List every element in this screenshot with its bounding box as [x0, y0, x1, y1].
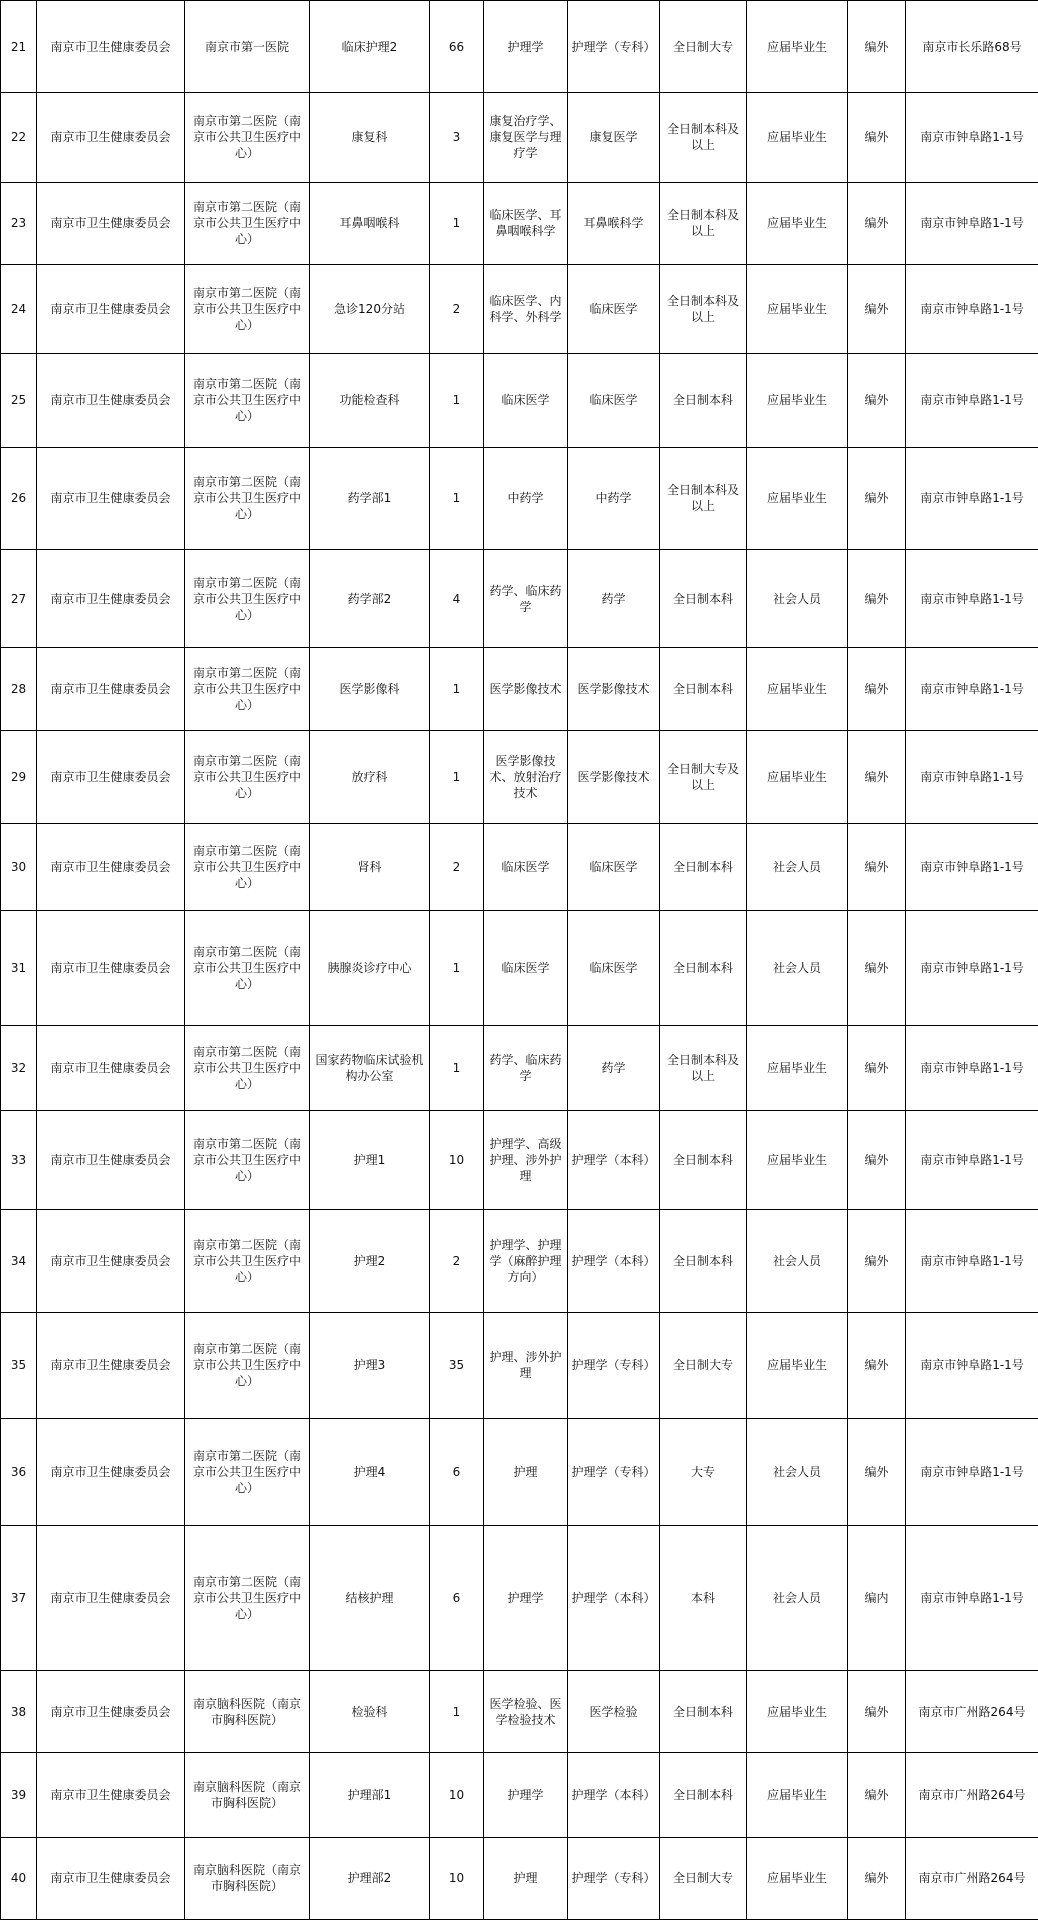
cell-unit: 南京市第二医院（南京市公共卫生医疗中心） [185, 93, 310, 182]
cell-establishment: 编外 [848, 1419, 906, 1526]
cell-address: 南京市钟阜路1-1号 [906, 1312, 1038, 1418]
cell-dept: 南京市卫生健康委员会 [37, 1419, 185, 1526]
cell-major: 临床医学 [484, 354, 568, 447]
cell-major-req: 中药学 [568, 447, 660, 549]
cell-dept: 南京市卫生健康委员会 [37, 1110, 185, 1209]
cell-major-req: 医学影像技术 [568, 648, 660, 730]
cell-major: 临床医学 [484, 823, 568, 910]
cell-major-req: 医学影像技术 [568, 730, 660, 823]
cell-unit: 南京脑科医院（南京市胸科医院） [185, 1837, 310, 1919]
cell-education: 全日制本科 [660, 648, 747, 730]
cell-target: 社会人员 [747, 823, 848, 910]
cell-establishment: 编外 [848, 1, 906, 93]
cell-major: 临床医学、内科学、外科学 [484, 264, 568, 353]
cell-no: 33 [1, 1110, 37, 1209]
cell-count: 4 [430, 549, 484, 647]
cell-position: 药学部2 [310, 549, 430, 647]
table-row [1, 1312, 1038, 1418]
cell-major: 护理 [484, 1419, 568, 1526]
cell-major: 护理学 [484, 1753, 568, 1837]
cell-address: 南京市广州路264号 [906, 1753, 1038, 1837]
cell-count: 6 [430, 1526, 484, 1671]
cell-no: 30 [1, 823, 37, 910]
cell-establishment: 编外 [848, 549, 906, 647]
cell-major-req: 药学 [568, 1025, 660, 1110]
table-row [1, 1753, 1038, 1837]
cell-establishment: 编外 [848, 823, 906, 910]
cell-major-req: 耳鼻喉科学 [568, 182, 660, 264]
cell-position: 耳鼻咽喉科 [310, 182, 430, 264]
cell-dept: 南京市卫生健康委员会 [37, 730, 185, 823]
cell-major: 护理学、高级护理、涉外护理 [484, 1110, 568, 1209]
cell-target: 应届毕业生 [747, 648, 848, 730]
cell-major-req: 临床医学 [568, 264, 660, 353]
cell-position: 护理4 [310, 1419, 430, 1526]
cell-no: 27 [1, 549, 37, 647]
cell-establishment: 编外 [848, 911, 906, 1025]
cell-unit: 南京市第二医院（南京市公共卫生医疗中心） [185, 264, 310, 353]
cell-dept: 南京市卫生健康委员会 [37, 1, 185, 93]
table-row [1, 264, 1038, 353]
cell-position: 结核护理 [310, 1526, 430, 1671]
cell-education: 全日制大专 [660, 1837, 747, 1919]
cell-major: 药学、临床药学 [484, 549, 568, 647]
table-row [1, 1670, 1038, 1752]
cell-address: 南京市长乐路68号 [906, 1, 1038, 93]
cell-no: 32 [1, 1025, 37, 1110]
cell-no: 29 [1, 730, 37, 823]
cell-target: 应届毕业生 [747, 447, 848, 549]
cell-no: 38 [1, 1670, 37, 1752]
cell-establishment: 编外 [848, 1670, 906, 1752]
cell-count: 1 [430, 648, 484, 730]
cell-address: 南京市钟阜路1-1号 [906, 354, 1038, 447]
cell-unit: 南京脑科医院（南京市胸科医院） [185, 1670, 310, 1752]
cell-education: 全日制本科 [660, 1753, 747, 1837]
cell-address: 南京市钟阜路1-1号 [906, 1526, 1038, 1671]
cell-education: 本科 [660, 1526, 747, 1671]
cell-count: 1 [430, 354, 484, 447]
cell-establishment: 编外 [848, 730, 906, 823]
cell-unit: 南京市第二医院（南京市公共卫生医疗中心） [185, 823, 310, 910]
cell-major-req: 护理学（专科） [568, 1, 660, 93]
table-row [1, 730, 1038, 823]
cell-establishment: 编外 [848, 264, 906, 353]
cell-target: 应届毕业生 [747, 1753, 848, 1837]
cell-establishment: 编外 [848, 447, 906, 549]
table-row [1, 447, 1038, 549]
cell-unit: 南京市第二医院（南京市公共卫生医疗中心） [185, 447, 310, 549]
cell-target: 社会人员 [747, 1210, 848, 1312]
cell-dept: 南京市卫生健康委员会 [37, 447, 185, 549]
cell-address: 南京市钟阜路1-1号 [906, 1025, 1038, 1110]
cell-count: 1 [430, 182, 484, 264]
cell-no: 37 [1, 1526, 37, 1671]
cell-major-req: 临床医学 [568, 354, 660, 447]
cell-count: 1 [430, 1025, 484, 1110]
cell-position: 药学部1 [310, 447, 430, 549]
cell-education: 全日制本科及以上 [660, 1025, 747, 1110]
table-row [1, 549, 1038, 647]
cell-target: 应届毕业生 [747, 1312, 848, 1418]
cell-no: 40 [1, 1837, 37, 1919]
table-row [1, 1025, 1038, 1110]
cell-unit: 南京市第二医院（南京市公共卫生医疗中心） [185, 911, 310, 1025]
cell-count: 66 [430, 1, 484, 93]
cell-position: 护理3 [310, 1312, 430, 1418]
cell-address: 南京市钟阜路1-1号 [906, 730, 1038, 823]
cell-dept: 南京市卫生健康委员会 [37, 1526, 185, 1671]
cell-position: 国家药物临床试验机构办公室 [310, 1025, 430, 1110]
cell-major-req: 临床医学 [568, 823, 660, 910]
cell-address: 南京市钟阜路1-1号 [906, 823, 1038, 910]
cell-education: 全日制本科及以上 [660, 264, 747, 353]
cell-count: 35 [430, 1312, 484, 1418]
cell-position: 护理1 [310, 1110, 430, 1209]
cell-education: 全日制本科 [660, 549, 747, 647]
table-row [1, 1419, 1038, 1526]
cell-no: 31 [1, 911, 37, 1025]
cell-major: 医学影像技术 [484, 648, 568, 730]
cell-unit: 南京市第二医院（南京市公共卫生医疗中心） [185, 1312, 310, 1418]
cell-target: 应届毕业生 [747, 354, 848, 447]
cell-establishment: 编外 [848, 1210, 906, 1312]
table-row [1, 93, 1038, 182]
table-row [1, 823, 1038, 910]
cell-count: 1 [430, 1670, 484, 1752]
cell-no: 23 [1, 182, 37, 264]
cell-education: 全日制本科及以上 [660, 93, 747, 182]
cell-major: 护理、涉外护理 [484, 1312, 568, 1418]
cell-major: 护理学 [484, 1, 568, 93]
cell-no: 21 [1, 1, 37, 93]
cell-education: 全日制本科及以上 [660, 182, 747, 264]
cell-major-req: 护理学（专科） [568, 1312, 660, 1418]
table-row [1, 1110, 1038, 1209]
cell-no: 25 [1, 354, 37, 447]
cell-address: 南京市钟阜路1-1号 [906, 447, 1038, 549]
cell-dept: 南京市卫生健康委员会 [37, 1670, 185, 1752]
cell-count: 2 [430, 264, 484, 353]
cell-major-req: 临床医学 [568, 911, 660, 1025]
cell-count: 2 [430, 1210, 484, 1312]
cell-address: 南京市钟阜路1-1号 [906, 648, 1038, 730]
table-row [1, 182, 1038, 264]
cell-no: 28 [1, 648, 37, 730]
cell-count: 1 [430, 730, 484, 823]
cell-establishment: 编外 [848, 1837, 906, 1919]
cell-education: 全日制大专及以上 [660, 730, 747, 823]
cell-position: 放疗科 [310, 730, 430, 823]
cell-target: 应届毕业生 [747, 1110, 848, 1209]
table-row [1, 1837, 1038, 1919]
cell-establishment: 编外 [848, 354, 906, 447]
cell-address: 南京市钟阜路1-1号 [906, 1110, 1038, 1209]
cell-address: 南京市钟阜路1-1号 [906, 1419, 1038, 1526]
cell-no: 24 [1, 264, 37, 353]
cell-count: 6 [430, 1419, 484, 1526]
cell-position: 护理部2 [310, 1837, 430, 1919]
cell-target: 应届毕业生 [747, 1670, 848, 1752]
cell-unit: 南京市第二医院（南京市公共卫生医疗中心） [185, 1526, 310, 1671]
cell-address: 南京市广州路264号 [906, 1670, 1038, 1752]
cell-count: 10 [430, 1110, 484, 1209]
cell-target: 应届毕业生 [747, 93, 848, 182]
cell-major: 护理 [484, 1837, 568, 1919]
cell-position: 护理2 [310, 1210, 430, 1312]
cell-unit: 南京脑科医院（南京市胸科医院） [185, 1753, 310, 1837]
cell-dept: 南京市卫生健康委员会 [37, 1025, 185, 1110]
table-body [1, 1, 1038, 1920]
cell-major: 护理学 [484, 1526, 568, 1671]
cell-target: 社会人员 [747, 549, 848, 647]
cell-address: 南京市钟阜路1-1号 [906, 911, 1038, 1025]
cell-major: 护理学、护理学（麻醉护理方向） [484, 1210, 568, 1312]
cell-establishment: 编外 [848, 1753, 906, 1837]
cell-no: 39 [1, 1753, 37, 1837]
cell-position: 检验科 [310, 1670, 430, 1752]
cell-position: 护理部1 [310, 1753, 430, 1837]
cell-unit: 南京市第二医院（南京市公共卫生医疗中心） [185, 730, 310, 823]
cell-major-req: 医学检验 [568, 1670, 660, 1752]
table-row [1, 911, 1038, 1025]
cell-dept: 南京市卫生健康委员会 [37, 549, 185, 647]
cell-count: 10 [430, 1753, 484, 1837]
cell-dept: 南京市卫生健康委员会 [37, 1837, 185, 1919]
cell-unit: 南京市第一医院 [185, 1, 310, 93]
cell-target: 应届毕业生 [747, 1837, 848, 1919]
cell-unit: 南京市第二医院（南京市公共卫生医疗中心） [185, 1210, 310, 1312]
cell-unit: 南京市第二医院（南京市公共卫生医疗中心） [185, 182, 310, 264]
cell-establishment: 编外 [848, 1025, 906, 1110]
cell-major-req: 护理学（专科） [568, 1419, 660, 1526]
cell-major: 中药学 [484, 447, 568, 549]
cell-establishment: 编外 [848, 1312, 906, 1418]
cell-count: 3 [430, 93, 484, 182]
cell-unit: 南京市第二医院（南京市公共卫生医疗中心） [185, 1419, 310, 1526]
cell-position: 医学影像科 [310, 648, 430, 730]
cell-education: 全日制本科 [660, 911, 747, 1025]
cell-count: 10 [430, 1837, 484, 1919]
cell-major-req: 护理学（本科） [568, 1526, 660, 1671]
cell-address: 南京市钟阜路1-1号 [906, 182, 1038, 264]
cell-establishment: 编内 [848, 1526, 906, 1671]
cell-address: 南京市钟阜路1-1号 [906, 93, 1038, 182]
cell-count: 2 [430, 823, 484, 910]
cell-education: 全日制本科 [660, 1670, 747, 1752]
cell-education: 全日制大专 [660, 1312, 747, 1418]
cell-target: 社会人员 [747, 911, 848, 1025]
cell-unit: 南京市第二医院（南京市公共卫生医疗中心） [185, 1025, 310, 1110]
cell-target: 应届毕业生 [747, 1025, 848, 1110]
cell-dept: 南京市卫生健康委员会 [37, 264, 185, 353]
cell-address: 南京市钟阜路1-1号 [906, 264, 1038, 353]
cell-unit: 南京市第二医院（南京市公共卫生医疗中心） [185, 549, 310, 647]
cell-unit: 南京市第二医院（南京市公共卫生医疗中心） [185, 648, 310, 730]
cell-major: 临床医学 [484, 911, 568, 1025]
cell-major-req: 药学 [568, 549, 660, 647]
cell-address: 南京市广州路264号 [906, 1837, 1038, 1919]
cell-count: 1 [430, 447, 484, 549]
cell-establishment: 编外 [848, 648, 906, 730]
cell-position: 肾科 [310, 823, 430, 910]
cell-dept: 南京市卫生健康委员会 [37, 1753, 185, 1837]
cell-target: 应届毕业生 [747, 730, 848, 823]
cell-dept: 南京市卫生健康委员会 [37, 823, 185, 910]
table-row [1, 354, 1038, 447]
cell-position: 康复科 [310, 93, 430, 182]
cell-target: 应届毕业生 [747, 182, 848, 264]
cell-establishment: 编外 [848, 182, 906, 264]
cell-dept: 南京市卫生健康委员会 [37, 182, 185, 264]
cell-position: 临床护理2 [310, 1, 430, 93]
cell-major-req: 康复医学 [568, 93, 660, 182]
cell-major-req: 护理学（本科） [568, 1110, 660, 1209]
cell-education: 全日制大专 [660, 1, 747, 93]
cell-major: 临床医学、耳鼻咽喉科学 [484, 182, 568, 264]
table-row [1, 1210, 1038, 1312]
cell-no: 22 [1, 93, 37, 182]
cell-position: 急诊120分站 [310, 264, 430, 353]
cell-position: 功能检查科 [310, 354, 430, 447]
cell-no: 35 [1, 1312, 37, 1418]
cell-dept: 南京市卫生健康委员会 [37, 1210, 185, 1312]
cell-education: 全日制本科及以上 [660, 447, 747, 549]
cell-no: 34 [1, 1210, 37, 1312]
cell-establishment: 编外 [848, 93, 906, 182]
cell-count: 1 [430, 911, 484, 1025]
cell-major-req: 护理学（专科） [568, 1837, 660, 1919]
cell-major: 康复治疗学、康复医学与理疗学 [484, 93, 568, 182]
cell-unit: 南京市第二医院（南京市公共卫生医疗中心） [185, 1110, 310, 1209]
cell-position: 胰腺炎诊疗中心 [310, 911, 430, 1025]
table-row [1, 648, 1038, 730]
cell-dept: 南京市卫生健康委员会 [37, 1312, 185, 1418]
cell-education: 全日制本科 [660, 354, 747, 447]
cell-major: 医学影像技术、放射治疗技术 [484, 730, 568, 823]
cell-education: 全日制本科 [660, 1210, 747, 1312]
table-row [1, 1526, 1038, 1671]
cell-education: 全日制本科 [660, 1110, 747, 1209]
cell-major: 药学、临床药学 [484, 1025, 568, 1110]
cell-education: 大专 [660, 1419, 747, 1526]
cell-dept: 南京市卫生健康委员会 [37, 354, 185, 447]
cell-target: 社会人员 [747, 1526, 848, 1671]
cell-major-req: 护理学（本科） [568, 1210, 660, 1312]
cell-unit: 南京市第二医院（南京市公共卫生医疗中心） [185, 354, 310, 447]
cell-education: 全日制本科 [660, 823, 747, 910]
cell-address: 南京市钟阜路1-1号 [906, 549, 1038, 647]
cell-dept: 南京市卫生健康委员会 [37, 648, 185, 730]
cell-target: 应届毕业生 [747, 264, 848, 353]
cell-establishment: 编外 [848, 1110, 906, 1209]
cell-target: 社会人员 [747, 1419, 848, 1526]
cell-no: 26 [1, 447, 37, 549]
cell-dept: 南京市卫生健康委员会 [37, 911, 185, 1025]
cell-address: 南京市钟阜路1-1号 [906, 1210, 1038, 1312]
cell-no: 36 [1, 1419, 37, 1526]
cell-dept: 南京市卫生健康委员会 [37, 93, 185, 182]
cell-major-req: 护理学（本科） [568, 1753, 660, 1837]
cell-target: 应届毕业生 [747, 1, 848, 93]
cell-major: 医学检验、医学检验技术 [484, 1670, 568, 1752]
table-row [1, 1, 1038, 93]
